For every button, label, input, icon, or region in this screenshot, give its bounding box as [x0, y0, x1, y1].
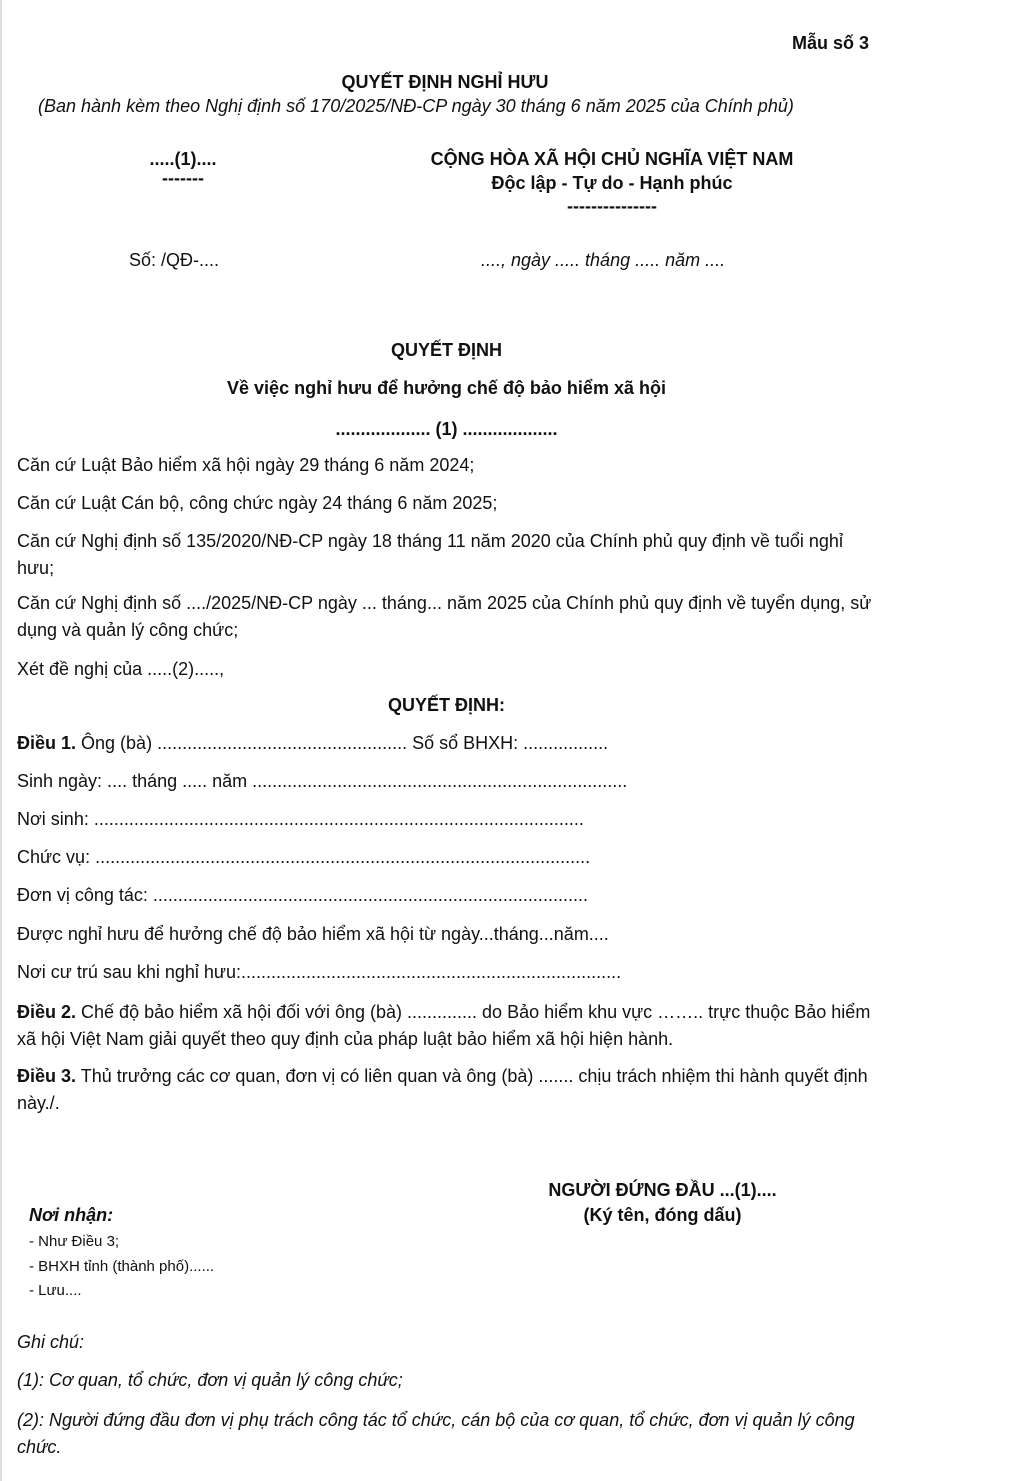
agency-placeholder: .....(1)....	[149, 149, 217, 169]
article-1-label: Điều 1.	[17, 733, 77, 753]
preamble-decree-135: Căn cứ Nghị định số 135/2020/NĐ-CP ngày 18 tháng 11 năm 2020 của Chính phủ quy định về tuổi nghỉ hưu;	[17, 531, 843, 578]
form-number: Mẫu số 3	[792, 33, 870, 53]
article-2-text: Chế độ bảo hiểm xã hội đối với ông (bà) .............. do Bảo hiểm khu vực …….. trực thuộc Bảo hiểm xã hội Việt Nam giải quyết theo quy định của pháp luật bảo hiểm xã hội hiện hành.	[17, 1002, 871, 1049]
position-line: Chức vụ: ...................................................................................................	[17, 847, 591, 867]
article-3	[17, 1063, 877, 1117]
date-line: ...., ngày ..... tháng ..... năm ....	[481, 250, 726, 270]
signatory-title: NGƯỜI ĐỨNG ĐẦU ...(1)....	[548, 1180, 777, 1200]
article-3-label: Điều 3.	[17, 1066, 77, 1086]
article-2	[17, 999, 877, 1053]
signature-note: (Ký tên, đóng dấu)	[583, 1205, 742, 1225]
form-subtitle: (Ban hành kèm theo Nghị định số 170/2025/NĐ-CP ngày 30 tháng 6 năm 2025 của Chính phủ)	[38, 96, 794, 116]
decision-subject: Về việc nghỉ hưu để hưởng chế độ bảo hiểm xã hội	[227, 378, 666, 398]
motto-rule: ---------------	[567, 196, 657, 216]
birth-date-line: Sinh ngày: .... tháng ..... năm ...........................................................................	[17, 771, 628, 791]
article-2-label: Điều 2.	[17, 1002, 77, 1022]
preamble-law-officials: Căn cứ Luật Cán bộ, công chức ngày 24 tháng 6 năm 2025;	[17, 493, 498, 513]
decision-title: QUYẾT ĐỊNH	[390, 340, 502, 360]
country-name: CỘNG HÒA XÃ HỘI CHỦ NGHĨA VIỆT NAM	[430, 149, 794, 169]
article-3-text: Thủ trưởng các cơ quan, đơn vị có liên quan và ông (bà) ....... chịu trách nhiệm thi hành quyết định này./.	[17, 1066, 868, 1113]
recipients-label: Nơi nhận:	[29, 1205, 114, 1225]
retirement-date-line: Được nghỉ hưu để hưởng chế độ bảo hiểm xã hội từ ngày...tháng...năm....	[17, 924, 609, 944]
preamble-proposal: Xét đề nghị của .....(2).....,	[17, 659, 225, 679]
recipient-item: - Như Điều 3;	[29, 1233, 120, 1250]
note-item-1: (1): Cơ quan, tổ chức, đơn vị quản lý công chức;	[17, 1370, 403, 1390]
decision-heading: QUYẾT ĐỊNH:	[388, 695, 505, 715]
article-1-name-line: Ông (bà) .................................................. Số sổ BHXH: .................	[76, 733, 609, 753]
agency-rule: -------	[162, 168, 204, 188]
page-left-border	[0, 0, 2, 1481]
birthplace-line: Nơi sinh: ..................................................................................................	[17, 809, 584, 829]
work-unit-line: Đơn vị công tác: .......................................................................................	[17, 885, 588, 905]
preamble-law-social-insurance: Căn cứ Luật Bảo hiểm xã hội ngày 29 tháng 6 năm 2024;	[17, 455, 475, 475]
document-number: Số: /QĐ-....	[129, 250, 220, 270]
recipient-item: - BHXH tỉnh (thành phố)......	[29, 1258, 215, 1275]
national-motto: Độc lập - Tự do - Hạnh phúc	[491, 173, 733, 193]
issuing-authority: ................... (1) ...................	[335, 419, 558, 439]
preamble-decree-2025: Căn cứ Nghị định số ..../2025/NĐ-CP ngày ... tháng... năm 2025 của Chính phủ quy định về tuyển dụng, sử dụng và quản lý công chức;	[17, 593, 872, 640]
recipient-item: - Lưu....	[29, 1282, 82, 1299]
notes-label: Ghi chú:	[17, 1332, 85, 1352]
article-1-intro	[17, 733, 608, 754]
note-item-2: (2): Người đứng đầu đơn vị phụ trách công tác tổ chức, cán bộ của cơ quan, tổ chức, đơn vị quản lý công chức.	[17, 1410, 855, 1457]
form-title: QUYẾT ĐỊNH NGHỈ HƯU	[341, 72, 549, 92]
residence-line: Nơi cư trú sau khi nghỉ hưu:............................................................................	[17, 962, 622, 982]
